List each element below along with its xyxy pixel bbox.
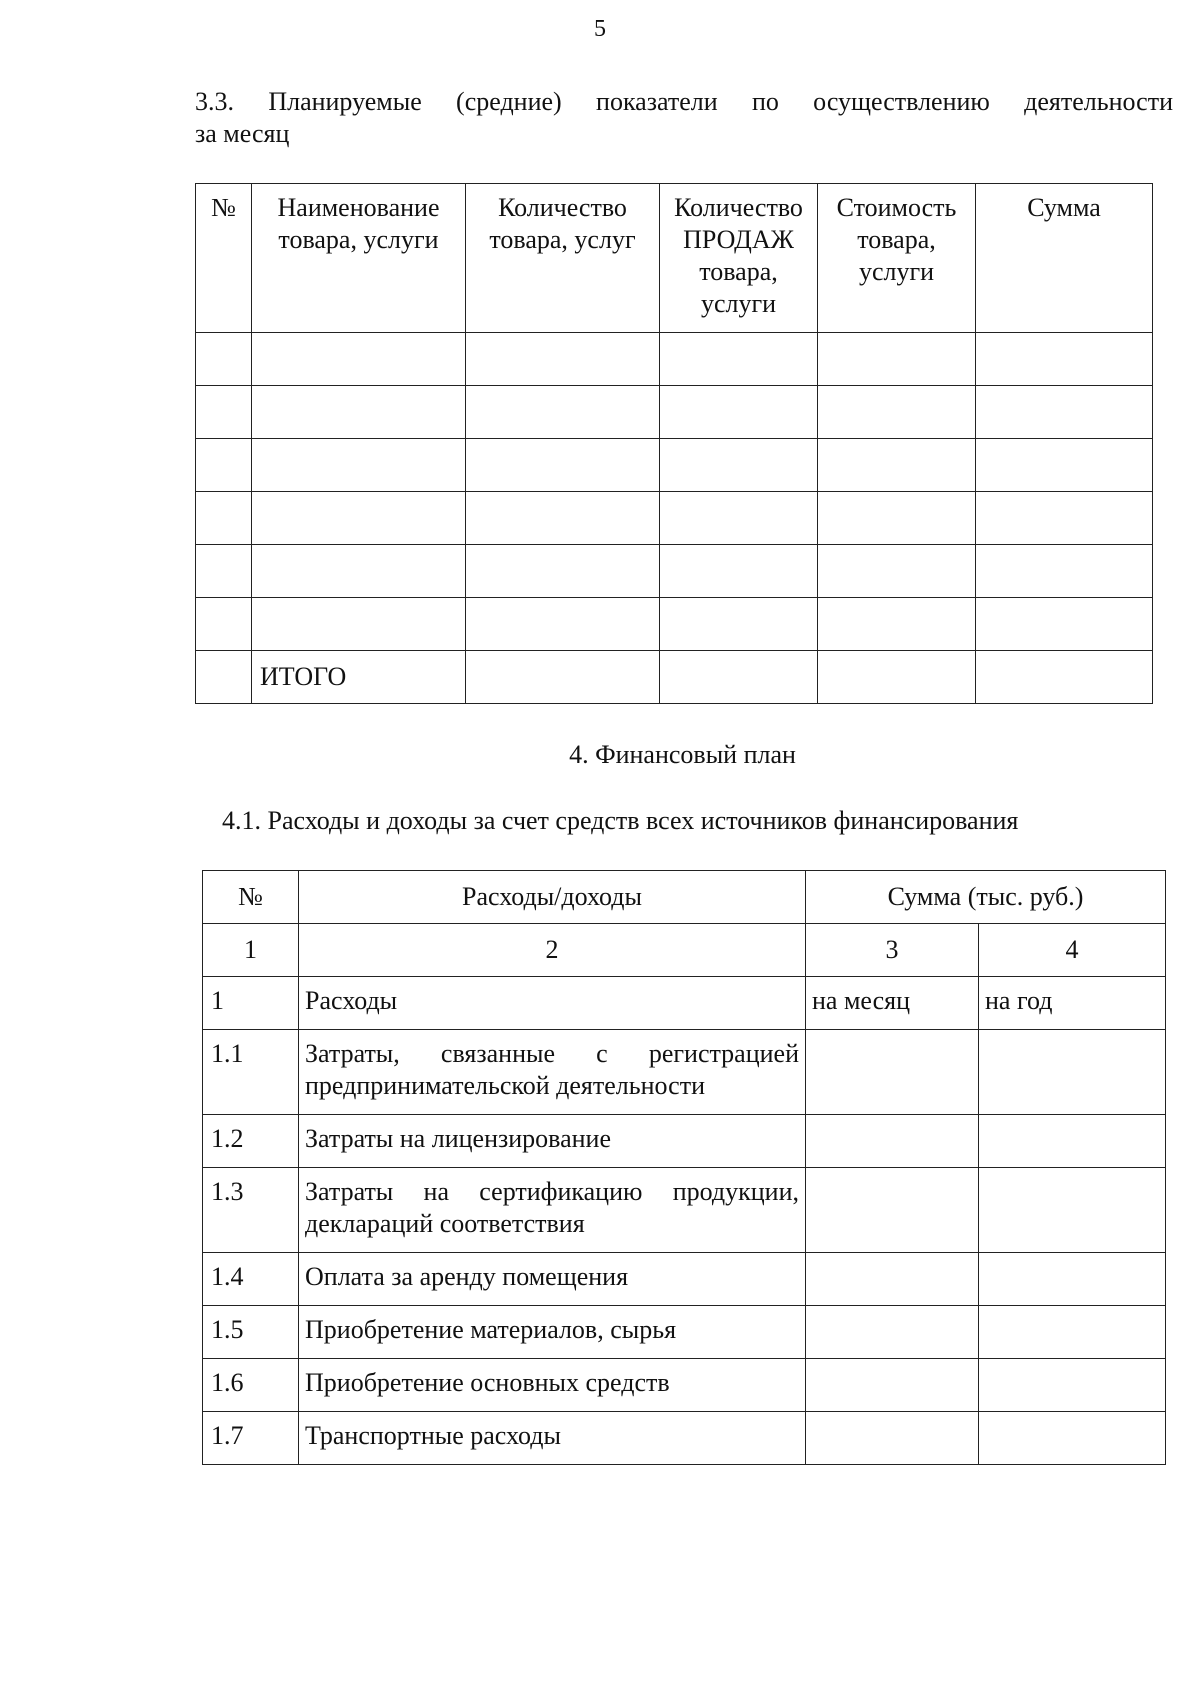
column-header: Сумма [976,184,1153,333]
table-cell [818,386,976,439]
row-label: Приобретение материалов, сырья [299,1306,806,1359]
table-cell [660,545,818,598]
row-number: 1.3 [203,1168,299,1253]
table-row [196,598,1153,651]
row-label: Транспортные расходы [299,1412,806,1465]
row-cell [806,1168,979,1253]
table-cell [976,598,1153,651]
table-cell [466,333,660,386]
table-cell [976,439,1153,492]
table-cell [466,386,660,439]
column-header: № [196,184,252,333]
table-row [203,977,1166,1030]
section-heading-line-2: за месяц [195,119,290,148]
table-row [203,1412,1166,1465]
row-cell [979,1306,1166,1359]
table-cell [660,386,818,439]
row-cell: на год [979,977,1166,1030]
row-label: Затраты на сертификацию продукции, деклараций соответствия [299,1168,806,1253]
row-number: 1.5 [203,1306,299,1359]
table-cell [976,651,1153,704]
column-header: Стоимость товара, услуги [818,184,976,333]
column-header: Количество ПРОДАЖ товара, услуги [660,184,818,333]
row-cell [806,1115,979,1168]
sales-indicators-table [195,183,1153,704]
table-cell [196,492,252,545]
table-cell [466,651,660,704]
table-cell [976,545,1153,598]
section-heading-line-1: 3.3. Планируемые (средние) показатели по осуществлению деятельности [195,87,1173,116]
row-number: 1.1 [203,1030,299,1115]
total-label: ИТОГО [252,651,466,704]
page-number: 5 [594,16,606,42]
row-cell [979,1253,1166,1306]
table-cell [660,492,818,545]
table-cell [660,598,818,651]
column-header: Сумма (тыс. руб.) [806,871,1166,924]
row-cell [806,1253,979,1306]
column-number: 2 [299,924,806,977]
column-number: 4 [979,924,1166,977]
row-label: Затраты на лицензирование [299,1115,806,1168]
row-cell [806,1306,979,1359]
table-cell [818,545,976,598]
table-cell [252,333,466,386]
row-label: Расходы [299,977,806,1030]
column-number: 3 [806,924,979,977]
table-cell [252,386,466,439]
table-row [196,439,1153,492]
column-header: № [203,871,299,924]
row-cell [979,1030,1166,1115]
table-row [203,1115,1166,1168]
table-cell [196,545,252,598]
table-cell [196,386,252,439]
table-cell [818,492,976,545]
total-row [196,651,1153,704]
table-cell [818,651,976,704]
table-row [203,1306,1166,1359]
row-cell [979,1412,1166,1465]
table-cell [466,439,660,492]
row-label: Приобретение основных средств [299,1359,806,1412]
table-cell [976,333,1153,386]
row-number: 1.2 [203,1115,299,1168]
row-cell [979,1359,1166,1412]
table-cell [252,545,466,598]
table-row [203,1359,1166,1412]
table-row [203,1168,1166,1253]
table-row [203,1030,1166,1115]
column-numbers-row [203,924,1166,977]
table-row [196,545,1153,598]
row-cell [979,1115,1166,1168]
row-cell [806,1412,979,1465]
table-cell [196,333,252,386]
table-cell [466,598,660,651]
row-number: 1.6 [203,1359,299,1412]
row-label: Затраты, связанные с регистрацией предпринимательской деятельности [299,1030,806,1115]
table-row [196,333,1153,386]
row-number: 1 [203,977,299,1030]
table-header-row [203,871,1166,924]
table-cell [252,439,466,492]
column-header: Расходы/доходы [299,871,806,924]
expenses-income-table [202,870,1166,1465]
column-header: Наименование товара, услуги [252,184,466,333]
chapter-title: 4. Финансовый план [569,740,796,769]
column-number: 1 [203,924,299,977]
row-label: Оплата за аренду помещения [299,1253,806,1306]
row-number: 1.4 [203,1253,299,1306]
table-cell [466,545,660,598]
table-header-row [196,184,1153,333]
table-cell [196,598,252,651]
row-cell [806,1030,979,1115]
table-cell [818,598,976,651]
table-cell [976,492,1153,545]
table-row [196,386,1153,439]
section-3-3-heading [195,86,1173,150]
table-cell [818,439,976,492]
table-cell [196,651,252,704]
table-row [203,1253,1166,1306]
table-cell [196,439,252,492]
table-cell [660,439,818,492]
table-cell [660,333,818,386]
row-cell [979,1168,1166,1253]
row-number: 1.7 [203,1412,299,1465]
row-cell: на месяц [806,977,979,1030]
column-header: Количество товара, услуг [466,184,660,333]
row-cell [806,1359,979,1412]
table-cell [466,492,660,545]
table-row [196,492,1153,545]
table-cell [252,598,466,651]
table-cell [660,651,818,704]
table-cell [818,333,976,386]
table-cell [976,386,1153,439]
section-4-1-title: 4.1. Расходы и доходы за счет средств всех источников финансирования [222,806,1019,835]
table-cell [252,492,466,545]
